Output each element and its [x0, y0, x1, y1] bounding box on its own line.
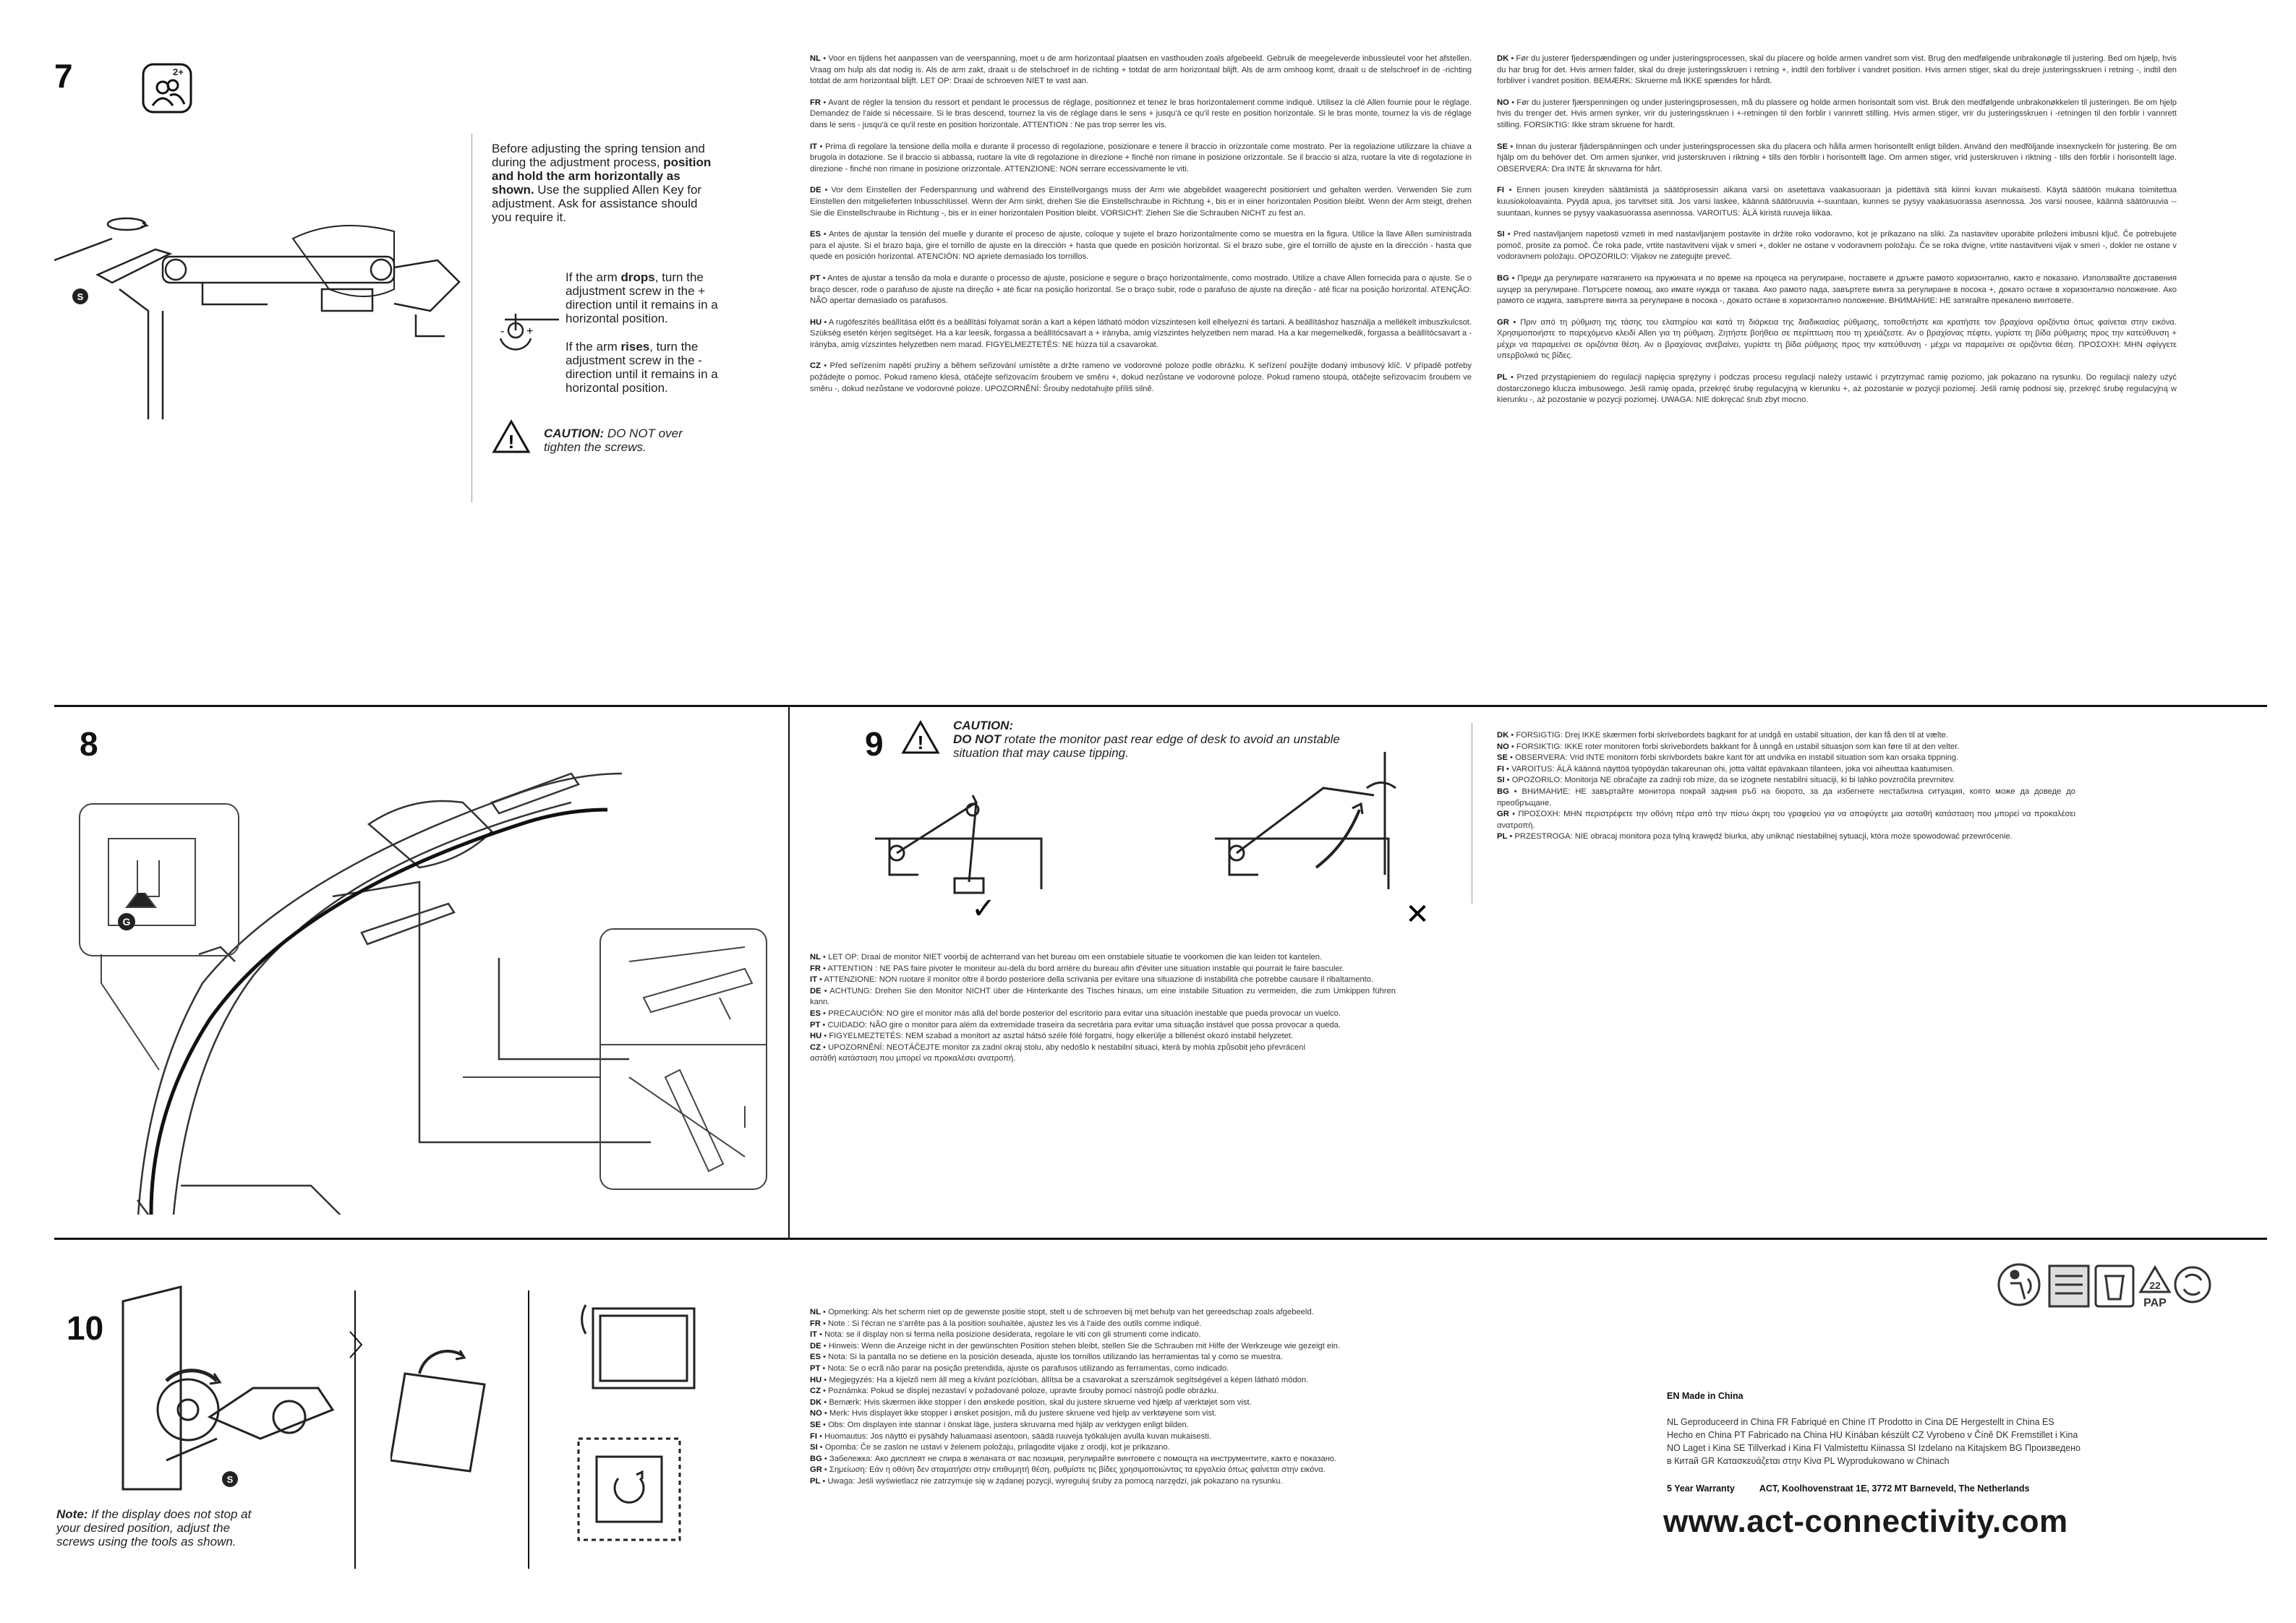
caution-nl: NL • LET OP: Draai de monitor NIET voorbij de achterrand van het bureau om een onstabiele situatie te voorkomen die kan leiden tot kantelen.	[810, 953, 1323, 962]
note-bg: BG • Забележка: Ако дисплеят не спира в желаната от вас позиция, регулирайте винтовете с помощта на инструментите, както е показано.	[810, 1454, 1337, 1463]
marker-s-step7	[72, 288, 88, 304]
note-fi: FI • Huomautus: Jos näyttö ei pysähdy haluamaasi asentoon, säädä ruuveja työkalujen avulla kuvan mukaisesti.	[810, 1431, 1211, 1441]
caution-fi: FI • VAROITUS: ÄLÄ käännä näyttöä työpöydän takareunan ohi, jotta vältät epävakaan tilanteen, joka voi aiheuttaa kaatumisen.	[1497, 764, 1955, 774]
translation-si: SI • Pred nastavljanjem napetosti vzmeti in med nastavljanjem postavite in držite roko vodoravno, kot je prikazano na sliki. Za nastavitev uporabite priloženi imbusni ključ. Če potrebujete pomoč, prosite za pomoč. Če roka pade, vrtite nastavitveni vijak v smeri +, dokler ne ostane v vodoravnem položaju. Če se roka dvigne, vrtite nastavitveni vijak v smeri -, dokler ne ostane v vodoravnem položaju. OPOZORILO: Vijakov ne zategujte preveč.	[1497, 230, 2177, 262]
step7-drop-instruction: If the arm drops, turn the adjustment screw in the + direction until it remains in a horizontal position.	[566, 270, 718, 325]
two-person-icon	[141, 62, 193, 114]
paper-box-icon	[2049, 1266, 2088, 1306]
translation-pt: PT • Antes de ajustar a tensão da mola e durante o processo de ajuste, posicione e segure o braço horizontalmente, como mostrado. Utilize a chave Allen fornecida para o ajuste. Se o braço descer, rode o parafuso de ajuste na direção + até ficar na posição horizontal. Se o braço subir, rode o parafuso de ajuste na direção - até ficar na posição horizontal. ATENÇÃO: NÃO apertar demasiado os parafusos.	[810, 273, 1472, 306]
note-pl: PL • Uwaga: Jeśli wyświetlacz nie zatrzymuje się w żądanej pozycji, wyreguluj śruby za pomocą narzędzi, jak pokazano na rysunku.	[810, 1476, 1283, 1486]
caution-gr-fragment: αστάθή κατάσταση που μπορεί να προκαλέσει ανατροπή.	[810, 1054, 1016, 1063]
step10-translations	[810, 1307, 1533, 1488]
note-es: ES • Nota: Si la pantalla no se detiene en la posición deseada, ajuste los tornillos utilizando las herramientas tal y como se muestra.	[810, 1353, 1283, 1362]
svg-text:!: !	[508, 431, 515, 453]
translation-no: NO • Før du justerer fjærspenningen og under justeringsprosessen, må du plassere og holde armen horisontalt som vist. Bruk den medfølgende unbrakonøkkelen til justeringen. Be om hjelp hvis du trenger det. Hvis armen synker, vrir du justeringsskruen i +-retningen til den forblir i vannrett stilling. Hvis armen stiger, vrir du justeringsskruen i -retningen til den forblir i vannrett stilling. FORSIKTIG: Ikke stram skruene for hardt.	[1497, 98, 2177, 129]
svg-text:22: 22	[2149, 1280, 2161, 1291]
monitor-rotation-bad-illustration	[1208, 745, 1439, 933]
section-divider-1	[54, 705, 2267, 707]
marker-g	[118, 913, 135, 930]
caution-bg: BG • ВНИМАНИЕ: НЕ завъртайте монитора покрай задния ръб на бюрото, за да избегнете нестабилна ситуация, която може да доведе до преобръщане.	[1497, 787, 2076, 808]
step7-caution: CAUTION: DO NOT over tighten the screws.	[544, 427, 683, 454]
svg-text:-: -	[500, 325, 505, 338]
person-count-badge: 2+	[173, 67, 184, 77]
made-in-china-en: EN Made in China	[1667, 1391, 1744, 1401]
step-9-number: 9	[865, 725, 884, 763]
caution-gr: GR • ΠΡΟΣΟΧΗ: ΜΗΝ περιστρέφετε την οθόνη πέρα από την πίσω άκρη του γραφείου για να αποφύγετε μια ασταθή κατάσταση που μπορεί να προκαλέσει ανατροπή.	[1497, 810, 2075, 830]
step10-divider-b	[528, 1290, 529, 1569]
arm-horizontal-illustration	[54, 202, 481, 419]
cross-mark-icon: ✕	[1405, 898, 1430, 931]
step9-translations-right	[1497, 730, 2075, 843]
caution-no: NO • FORSIKTIG: IKKE roter monitoren forbi skrivebordets bakkant for å unngå en ustabil situasjon som kan føre til at den velter.	[1497, 742, 1960, 751]
translation-cz: CZ • Před seřízením napětí pružiny a během seřizování umístěte a držte rameno ve vodorovné poloze podle obrázku. K seřízení použijte dodaný imbusový klíč. V případě potřeby požádejte o pomoc. Pokud rameno klesá, otáčejte seřizovacím šroubem ve směru +, dokud nezůstane ve vodorovné poloze. Pokud rameno stoupá, otáčejte seřizovacím šroubem ve směru -, dokud nezůstane ve vodorovné poloze. UPOZORNĚNÍ: Šrouby nedotahujte příliš silně.	[810, 361, 1472, 393]
note-si: SI • Opomba: Če se zaslon ne ustavi v želenem položaju, prilagodite vijake z orodji, kot je prikazano.	[810, 1443, 1170, 1452]
caution-cz: CZ • UPOZORNĚNÍ: NEOTÁČEJTE monitor za zadní okraj stolu, aby nedošlo k nestabilní situaci, která by mohla způsobit jeho převrácení	[810, 1042, 1306, 1052]
made-in-china-translations: NL Geproduceerd in China FR Fabriqué en Chine IT Prodotto in Cina DE Hergestellt in China ES Hecho en China PT Fabricado na China HU Kínában készült CZ Vyrobeno v Číně DK Fremstillet i Kina NO Laget i Kina SE Tillverkad i Kina FI Valmistettu Kiinassa SI Izdelano na Kitajskem BG Произведено в Китай GR Κατασκευάζεται στην Κίνα PL Wyprodukowano w Chinach	[1667, 1417, 2081, 1466]
step10-note: Note: If the display does not stop at your desired position, adjust the screws using the tools as shown.	[56, 1507, 252, 1549]
note-hu: HU • Megjegyzés: Ha a kijelző nem áll meg a kívánt pozícióban, állítsa be a csavarokat a szerszámok segítségével a képen látható módon.	[810, 1375, 1309, 1384]
note-cz: CZ • Poznámka: Pokud se displej nezastaví v požadované poloze, upravte šrouby pomocí nástrojů podle obrázku.	[810, 1387, 1219, 1396]
step7-divider	[471, 134, 472, 502]
recycle-person-icon	[1999, 1264, 2039, 1305]
display-screw-adjust-illustration	[116, 1280, 340, 1504]
display-tilt-illustration	[391, 1345, 506, 1475]
note-gr: GR • Σημείωση: Εάν η οθόνη δεν σταματήσει στην επιθυμητή θέση, ρυθμίστε τις βίδες χρησιμοποιώντας τα εργαλεία όπως φαίνεται στην εικόνα.	[810, 1465, 1326, 1475]
marker-s-step10	[222, 1471, 238, 1487]
warranty-line: 5 Year Warranty ACT, Koolhovenstraat 1E, 3772 MT Barneveld, The Netherlands	[1667, 1483, 2030, 1494]
website-link[interactable]: www.act-connectivity.com	[1663, 1504, 2068, 1539]
caution-pl: PL • PRZESTROGA: NIE obracaj monitora poza tylną krawędź biurka, aby uniknąć niestabilnej sytuacji, która może spowodować przewrócenie.	[1497, 832, 2013, 842]
cable-management-illustration	[29, 737, 781, 1215]
step9-caution: CAUTION: DO NOT rotate the monitor past rear edge of desk to avoid an unstable situation that may cause tipping.	[953, 719, 1340, 760]
step7-intro: Before adjusting the spring tension and during the adjustment process, position and hold the arm horizontally as shown. Use the supplied Allen Key for adjustment. Ask for assistance should you require it.	[492, 142, 712, 224]
recycle-pap-icon	[2141, 1267, 2169, 1309]
waste-bin-icon	[2096, 1266, 2133, 1306]
caution-pt: PT • CUIDADO: NÃO gire o monitor para além da extremidade traseira da secretária para evitar uma situação instável que possa provocar a queda.	[810, 1020, 1341, 1029]
translation-se: SE • Innan du justerar fjäderspänningen och under justeringsprocessen ska du placera och hålla armen horisontellt enligt bilden. Använd den medföljande insexnyckeln för justering. Be om hjälp om du behöver det. Om armen sjunker, vrid justerskruven i riktning + tills den förblir i horisontellt läge. Om armen stiger, vrid justerskruven i riktning - tills den förblir i horisontellt läge. OBSERVERA: Dra INTE åt skruvarna för hårt.	[1497, 142, 2177, 174]
monitor-rotation-ok-illustration	[868, 781, 1056, 925]
svg-text:G: G	[122, 916, 131, 928]
translation-nl: NL • Voor en tijdens het aanpassen van de veerspanning, moet u de arm horizontaal plaatsen en vasthouden zoals afgebeeld. Gebruik de meegeleverde inbussleutel voor het afstellen. Vraag om hulp als dat nodig is. Als de arm zakt, draait u de stelschroef in de richting + totdat de arm horizontaal blijft. Als de arm omhoog komt, draait u de stelschroef in de -richting totdat de arm horizontaal blijft. LET OP: Draai de schroeven NIET te vast aan.	[810, 54, 1472, 86]
note-it: IT • Nota: se il display non si ferma nella posizione desiderata, regolare le viti con gli strumenti come indicato.	[810, 1330, 1201, 1340]
svg-text:S: S	[77, 291, 84, 302]
translation-es: ES • Antes de ajustar la tensión del muelle y durante el proceso de ajuste, coloque y sujete el brazo horizontalmente como se muestra en la figura. Utilice la llave Allen suministrada para el ajuste. Si el brazo baja, gire el tornillo de ajuste en la dirección + hasta que quede en posición horizontal. Si el brazo sube, gire el tornillo de ajuste en la dirección - hasta que quede en posición horizontal. ATENCIÓN: NO apriete demasiado los tornillos.	[810, 230, 1472, 262]
svg-text:PAP: PAP	[2143, 1297, 2167, 1309]
recycling-icons	[1996, 1262, 2213, 1312]
caution-se: SE • OBSERVERA: Vrid INTE monitorn förbi skrivbordets bakre kant för att undvika en instabil situation som kan orsaka tippning.	[1497, 753, 1959, 763]
display-rotate-illustration	[564, 1294, 709, 1554]
svg-text:+: +	[526, 325, 534, 338]
chevron-right-icon	[349, 1330, 363, 1359]
step7-translations-col2	[1497, 53, 2177, 416]
step9-warning-icon	[901, 720, 940, 755]
recycle-loop-icon	[2175, 1267, 2210, 1302]
translation-pl: PL • Przed przystąpieniem do regulacji napięcia sprężyny i podczas procesu regulacji należy ustawić i przytrzymać ramię poziomo, jak pokazano na rysunku. Do regulacji należy użyć dostarczonego klucza imbusowego. Jeśli ramię opada, przekręć śrubę regulacyjną w kierunku +, aż pozostanie w pozycji poziomej. Jeśli ramię podnosi się, przekręć śrubę regulacyjną w kierunku -, aż pozostanie w pozycji poziomej. UWAGA: NIE dokręcać śrub zbyt mocno.	[1497, 373, 2177, 405]
translation-de: DE • Vor dem Einstellen der Federspannung und während des Einstellvorgangs muss der Arm wie abgebildet waagerecht positioniert und gehalten werden. Verwenden Sie zum Einstellen den mitgelieferten Inbusschlüssel. Wenn der Arm sinkt, drehen Sie die Einstellschraube in Richtung +, bis er in einer horizontalen Position bleibt. Wenn der Arm steigt, drehen Sie die Einstellschraube in Richtung -, bis er in einer horizontalen Position bleibt. VORSICHT: Ziehen Sie die Schrauben NICHT zu fest an.	[810, 186, 1472, 218]
step7-rise-instruction: If the arm rises, turn the adjustment screw in the - direction until it remains in a horizontal position.	[566, 340, 718, 395]
svg-text:!: !	[917, 732, 924, 753]
adjust-screw-icon	[490, 312, 563, 363]
note-dk: DK • Bemærk: Hvis skærmen ikke stopper i den ønskede position, skal du justere skruerne ved hjælp af værktøjet som vist.	[810, 1397, 1252, 1407]
step-8-number: 8	[80, 725, 98, 763]
section-divider-2	[54, 1238, 2267, 1240]
step-10-number: 10	[67, 1309, 104, 1347]
svg-text:S: S	[226, 1474, 234, 1485]
note-se: SE • Obs: Om displayen inte stannar i önskat läge, justera skruvarna med hjälp av verktygen enligt bilden.	[810, 1420, 1189, 1429]
step-7-number: 7	[54, 57, 73, 95]
translation-it: IT • Prima di regolare la tensione della molla e durante il processo di regolazione, posizionare e tenere il braccio in orizzontale come mostrato. Per la regolazione utilizzare la chiave a brugola in dotazione. Se il braccio si abbassa, ruotare la vite di regolazione in direzione + finché non rimane in posizione orizzontale. Se il braccio si alza, ruotare la vite di regolazione in direzione - finché non rimane in posizione orizzontale. ATTENZIONE: NON serrare eccessivamente le viti.	[810, 142, 1472, 174]
translation-hu: HU • A rugófeszítés beállítása előtt és a beállítási folyamat során a kart a képen látható módon vízszintesen kell elhelyezni és tartani. A beállításhoz használja a mellékelt imbuszkulcsot. Szükség esetén kérjen segítséget. Ha a kar leesik, forgassa a beállítócsavart a + irányba, amíg vízszintes helyzetben nem marad. Ha a kar megemelkedik, forgassa a beállítócsavart a - irányba, amíg vízszintes helyzetben nem marad. FIGYELMEZTETÉS: NE húzza túl a csavarokat.	[810, 317, 1472, 349]
caution-dk: DK • FORSIGTIG: Drej IKKE skærmen forbi skrivebordets bagkant for at undgå en ustabil situation, der kan få den til at vælte.	[1497, 731, 1948, 740]
caution-si: SI • OPOZORILO: Monitorja NE obračajte za zadnji rob mize, da se izognete nestabilni situaciji, ki bi lahko povzročila prevrnitev.	[1497, 776, 1955, 785]
note-fr: FR • Note : Si l'écran ne s'arrête pas à la position souhaitée, ajustez les vis à l'aide des outils comme indiqué.	[810, 1319, 1202, 1328]
section8-9-divider	[788, 705, 790, 1238]
warning-triangle-icon	[492, 419, 531, 454]
note-no: NO • Merk: Hvis displayet ikke stopper i ønsket posisjon, må du justere skruene ved hjelp av verktøyene som vist.	[810, 1409, 1217, 1418]
translation-gr: GR • Πριν από τη ρύθμιση της τάσης του ελατηρίου και κατά τη διάρκεια της διαδικασίας ρύθμισης, τοποθετήστε και κρατήστε τον βραχίονα οριζόντια όπως φαίνεται στην εικόνα. Χρησιμοποιήστε το παρεχόμενο κλειδί Allen για τη ρύθμιση. Ζητήστε βοήθεια σε περίπτωση που τη χρειάζεστε. Αν ο βραχίονας πέφτει, γυρίστε τη βίδα ρύθμισης προς την κατεύθυνση + μέχρι να παραμείνει σε οριζόντια θέση. Αν ο βραχίονας ανεβαίνει, γυρίστε τη βίδα ρύθμισης προς την κατεύθυνση - μέχρι να παραμείνει σε οριζόντια θέση. ΠΡΟΣΟΧΗ: ΜΗΝ σφίγγετε υπερβολικά τις βίδες.	[1497, 317, 2177, 361]
note-pt: PT • Nota: Se o ecrã não parar na posição pretendida, ajuste os parafusos utilizando as ferramentas, como indicado.	[810, 1363, 1229, 1373]
translation-fr: FR • Avant de régler la tension du ressort et pendant le processus de réglage, positionnez et tenez le bras horizontalement comme indiqué. Utilisez la clé Allen fournie pour le réglage. Demandez de l'aide si nécessaire. Si le bras descend, tournez la vis de réglage dans le sens + jusqu'à ce qu'il reste en position horizontale. Si le bras monte, tournez la vis de réglage dans le sens - jusqu'à ce qu'il reste en position horizontale. ATTENTION : Ne pas trop serrer les vis.	[810, 98, 1472, 129]
translation-dk: DK • Før du justerer fjederspændingen og under justeringsprocessen, skal du placere og holde armen vandret som vist. Brug den medfølgende unbrakonøgle til justering. Bed om hjælp, hvis du har brug for det. Hvis armen falder, skal du dreje justeringsskruen i retning +, indtil den forbliver i vandret position. Hvis armen stiger, skal du dreje justeringsskruen i retning -, indtil den forbliver i vandret position. BEMÆRK: Skruerne må IKKE spændes for hårdt.	[1497, 54, 2177, 86]
note-de: DE • Hinweis: Wenn die Anzeige nicht in der gewünschten Position stehen bleibt, stellen Sie die Schrauben mit Hilfe der Werkzeuge wie gezeigt ein.	[810, 1341, 1340, 1350]
caution-es: ES • PRECAUCIÓN: NO gire el monitor más allá del borde posterior del escritorio para evitar una situación inestable que pueda provocar un vuelco.	[810, 1009, 1341, 1018]
caution-hu: HU • FIGYELMEZTETÉS: NEM szabad a monitort az asztal hátsó széle fölé forgatni, hogy elkerülje a billenést okozó instabil helyzetet.	[810, 1032, 1294, 1041]
check-mark-icon: ✓	[971, 892, 996, 925]
step7-translations-col1	[810, 53, 1472, 405]
step9-translations-left	[810, 952, 1396, 1065]
caution-de: DE • ACHTUNG: Drehen Sie den Monitor NICHT über die Hinterkante des Tisches hinaus, um eine instabile Situation zu vermeiden, die zum Umkippen führen kann.	[810, 986, 1396, 1007]
note-nl: NL • Opmerking: Als het scherm niet op de gewenste positie stopt, stelt u de schroeven bij met behulp van het gereedschap zoals afgebeeld.	[810, 1308, 1314, 1316]
caution-it: IT • ATTENZIONE: NON ruotare il monitor oltre il bordo posteriore della scrivania per evitare una situazione di instabilità che potrebbe causare il ribaltamento.	[810, 975, 1374, 985]
translation-bg: BG • Преди да регулирате натягането на пружината и по време на процеса на регулиране, поставете и дръжте рамото хоризонтално, както е показано. Използвайте доставения шуцер за регулиране. Потърсете помощ, ако имате нужда от такава. Ако рамото пада, завъртете винта за регулиране в посока +, докато остане в хоризонтално положение. Ако рамото се издига, завъртете винта за регулиране в посока -, докато остане в хоризонтално положение. ВНИМАНИЕ: НЕ затягайте прекалено винтовете.	[1497, 273, 2177, 306]
translation-fi: FI • Ennen jousen kireyden säätämistä ja säätöprosessin aikana varsi on asetettava vaakasuoraan ja pidettävä sitä kiinni kuvan mukaisesti. Käytä säätöön mukana toimitettua kuusiokoloavainta. Pyydä apua, jos tarvitset sitä. Jos varsi laskee, käännä säätöruuvia +-suuntaan, kunnes se pysyy vaakasuorassa asennossa. Jos varsi nousee, käännä säätöruuvia --suuntaan, kunnes se pysyy vaakasuorassa asennossa. VAROITUS: ÄLÄ kiristä ruuveja liikaa.	[1497, 186, 2177, 218]
caution-fr: FR • ATTENTION : NE PAS faire pivoter le moniteur au-delà du bord arrière du bureau afin d'éviter une situation instable qui pourrait le faire basculer.	[810, 964, 1344, 973]
